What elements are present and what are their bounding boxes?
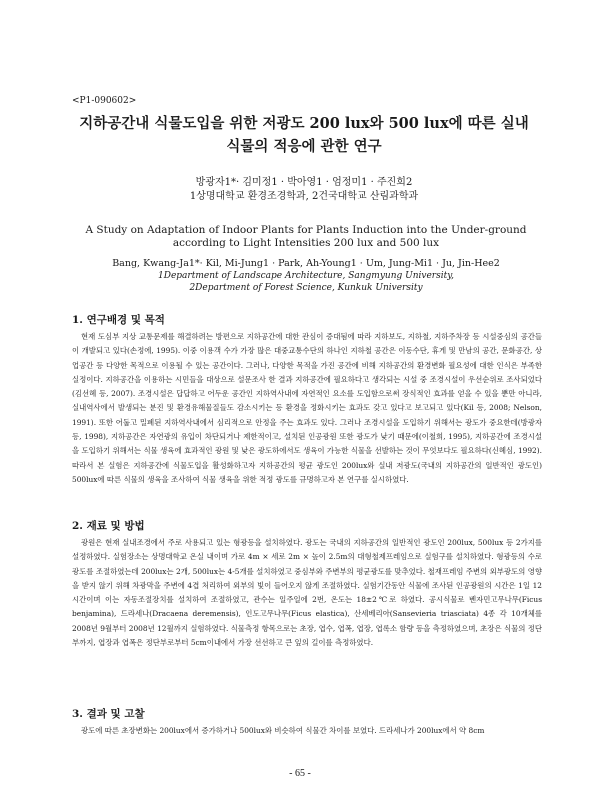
section-body: 현재 도심부 지상 교통문제를 해결하려는 방편으로 지하공간에 대한 관심이 증대됨에 따라 지하보도, 지하철, 지하주차장 등 시설중심의 공간들이 개발되고 있다(손정에, 1995). 이중 이용객 수가 가장 많은 대중교통수단의 하나인 지하철 공간은 이동수단, 휴게 및 만남의 공간, 문화공간, 상업공간 등 다양한 목적으로 이용될 수 있는 공간이다. 그러나, 다양한 목적을 가진 공간에 비해 지하공간의 환경변화 필요성에 대한 인식은 부족한 실정이다. 지하공간을 이용하는 시민들을 대상으로 설문조사 한 결과 지하공간에 필요하다고 생각되는 시설 중 조경시설이 우선순위로 조사되었다(김선혜 등, 2007). 조경시설은 답답하고 어두운 공간인 지하역사내에 자연적인 요소를 도입함으로써 장식적인 효과를 얻을 수 있을 뿐만 아니라, 실내역사에서 발생되는 분진 및 환경유해물질들도 감소시키는 등 환경을 정화시키는 효과도 갖고 있다고 보고되고 있다(Kil 등, 2008; Nelson, 1991). 또한 어둡고 밀폐된 지하역사내에서 심리적으로 안정을 주는 효과도 있다. 그러나 조경시설을 도입하기 위해서는 광도가 중요한데(방광자 등, 1998), 지하공간은 자연광의 유입이 차단되거나 제한적이고, 설치된 인공광원 또한 광도가 낮기 때문에(이철희, 1995), 지하공간에 조경시설을 도입하기 위해서는 식물 생육에 효과적인 광원 및 낮은 광도하에서도 생육이 가능한 식물을 선발하는 것이 무엇보다도 필요하다(신혜심, 1992). 따라서 본 실험은 지하공간에 식물도입을 활성화하고자 지하공간의 평균 광도인 200lux와 실내 저광도(국내의 지하공간의 일반적인 광도인) 500lux에 따른 식물의 생육을 조사하여 식물 생육을 위한 적정 광도를 규명하고자 본 연구를 실시하였다.: [72, 332, 542, 484]
english-title-line2: according to Light Intensities 200 lux and 500 lux: [172, 237, 440, 249]
section-heading: 3. 결과 및 고찰: [72, 708, 145, 720]
section-heading: 1. 연구배경 및 목적: [72, 314, 165, 326]
section-background: [72, 312, 542, 487]
page-number: - 65 -: [289, 768, 311, 779]
english-title: [80, 224, 532, 250]
english-affiliation-2: 2Department of Forest Science, Kunkuk University: [189, 283, 423, 293]
english-authors-block: [80, 258, 532, 294]
section-results: [72, 706, 542, 738]
section-heading: 2. 재료 및 방법: [72, 520, 145, 532]
korean-authors-block: [70, 176, 538, 204]
korean-affiliations: 1상명대학교 환경조경학과, 2건국대학교 산림과학과: [189, 191, 419, 202]
english-title-line1: A Study on Adaptation of Indoor Plants for Plants Induction into the Under-ground: [85, 224, 527, 236]
section-body: 광도에 따른 초장변화는 200lux에서 증가하거나 500lux와 비슷하여 식물간 차이를 보였다. 드라세나가 200lux에서 약 8cm: [81, 726, 485, 735]
section-body: 광원은 현재 실내조경에서 주로 사용되고 있는 형광등을 설치하였다. 광도는 국내의 지하공간의 일반적인 광도인 200lux, 500lux 등 2가지를 설정하였다. 실험장소는 상명대학교 온실 내이며 가로 4m × 세로 2m × 높이 2.5m의 대형철제프레임으로 실험구를 설치하였다. 형광등의 수로 광도를 조절하였는데 200lux는 2개, 500lux는 4-5개를 설치하였고 중심부와 주변부의 평균광도를 맞추었다. 철재프레임 주변의 외부광도의 영향을 받지 않기 위해 차광막을 주변에 4겹 처리하여 외부의 빛이 들어오지 않게 조절하였다. 실험기간동안 식물에 조사된 인공광원의 시간은 1일 12시간이며 이는 자동조절장치를 설치하여 조절하였고, 관수는 일주일에 2번, 온도는 18±2℃로 하였다. 공시식물로 벤자민고무나무(Ficus benjamina), 드라세나(Dracaena deremensis), 인도고무나무(Ficus elastica), 산세베리아(Sansevieria triasciata) 4종 각 10개체를 2008년 9월부터 2008년 12월까지 실험하였다. 식물측정 항목으로는 초장, 엽수, 엽폭, 엽장, 엽록소 함량 등을 측정하였으며, 초장은 식물의 정단부까지, 엽장과 엽폭은 정단부로부터 5cm이내에서 가장 선선하고 큰 잎의 길이를 측정하였다.: [72, 538, 542, 648]
english-authors: Bang, Kwang-Ja1*· Kil, Mi-Jung1 · Park, Ah-Young1 · Um, Jung-Mi1 · Ju, Jin-Hee2: [112, 258, 500, 269]
section-methods: [72, 518, 542, 650]
english-affiliation-1: 1Department of Landscape Architecture, Sangmyung University,: [158, 271, 454, 281]
paper-code: <P1-090602>: [72, 96, 137, 106]
korean-title-line1: 지하공간내 식물도입을 위한 저광도 200 lux와 500 lux에 따른 실내: [79, 115, 529, 132]
korean-title: [70, 112, 538, 158]
korean-title-line2: 식물의 적응에 관한 연구: [226, 138, 382, 155]
korean-authors: 방광자1*· 김미정1 · 박아영1 · 엄정미1 · 주진희2: [195, 177, 413, 188]
